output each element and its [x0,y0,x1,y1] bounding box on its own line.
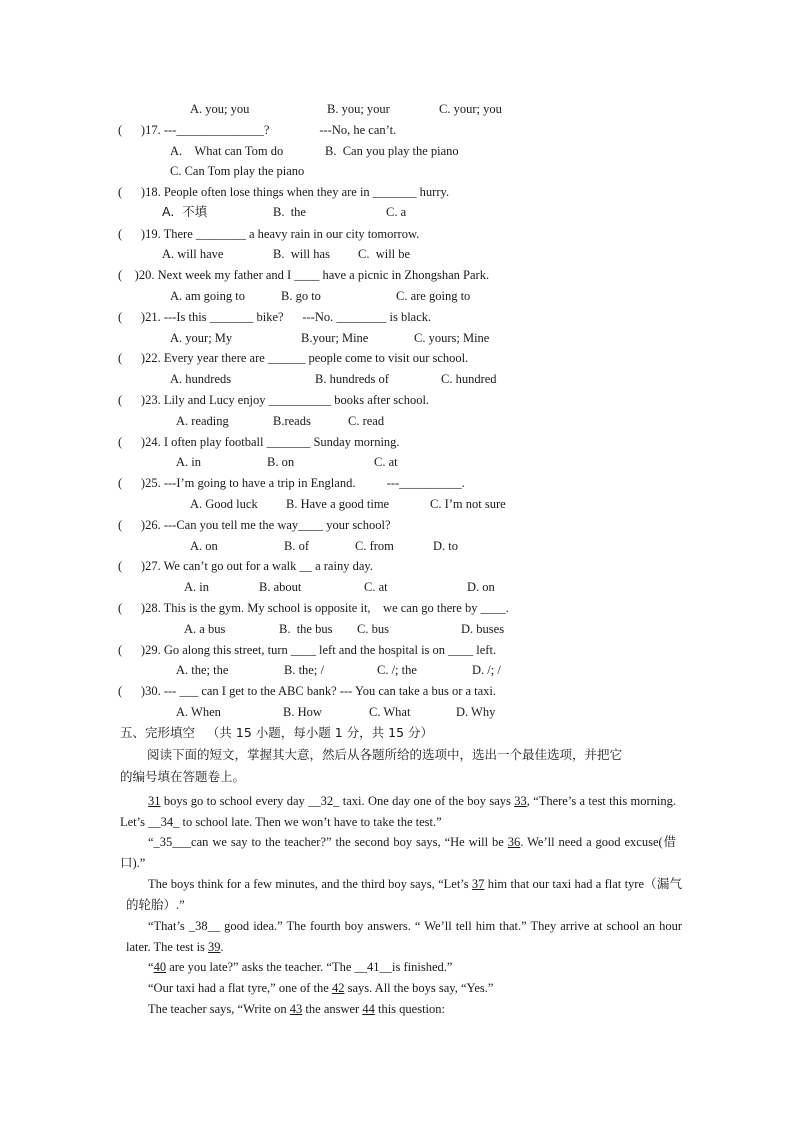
blank-31: 31 [148,794,161,808]
q26-option-b: B. of [284,539,309,553]
q28-option-d: D. buses [461,622,505,636]
q21-option-b: B.your; Mine [301,331,369,345]
question-27-stem: ( )27. We can’t go out for a walk __ a rainy day. [118,559,373,573]
blank-44: 44 [362,1002,375,1016]
question-19-stem: ( )19. There ________ a heavy rain in our city tomorrow. [118,227,420,241]
q25-option-c: C. I’m not sure [430,497,506,511]
q28-option-c: C. bus [357,622,389,636]
q26-option-a: A. on [190,539,218,553]
q28-option-b: B. the bus [279,622,333,636]
blank-43: 43 [289,1002,303,1016]
q16-option-c: C. your; you [439,102,502,116]
q24-option-b: B. on [267,455,295,469]
question-30-stem: ( )30. --- ___ can I get to the ABC bank? --- You can take a bus or a taxi. [118,684,497,698]
question-24-stem: ( )24. I often play football _______ Sunday morning. [118,435,400,449]
question-23-stem: ( )23. Lily and Lucy enjoy __________ books after school. [118,393,430,407]
q20-option-b: B. go to [281,289,321,303]
q27-option-a: A. in [184,580,209,594]
q23-option-c: C. read [348,414,385,428]
q18-option-a: A. 不填 [162,204,208,219]
q18-option-c: C. a [386,205,407,219]
passage-paragraph-3: The boys think for a few minutes, and the third boy says, “Let’s 37 him that our taxi had a flat tyre（漏气的轮胎）.” [126,877,682,912]
passage-paragraph-5: “40 are you late?” asks the teacher. “The __41__is finished.” [148,960,453,974]
q16-option-a: A. you; you [190,102,250,116]
q26-option-c: C. from [355,539,394,553]
blank-37: 37 [471,877,485,891]
section-5-instruction-line-2: 的编号填在答题卷上。 [120,769,246,784]
passage-paragraph-2: “_35___can we say to the teacher?” the second boy says, “He will be 36. We’ll need a good excuse(借口).” [120,835,676,870]
q23-option-b: B.reads [273,414,311,428]
q19-option-b: B. will has [273,247,330,261]
question-21-stem: ( )21. ---Is this _______ bike? ---No. ________ is black. [118,310,432,324]
blank-40: 40 [153,960,167,974]
blank-33: 33 [514,794,527,808]
blank-42: 42 [331,981,345,995]
q21-option-c: C. yours; Mine [414,331,490,345]
q27-option-b: B. about [259,580,302,594]
q25-option-b: B. Have a good time [286,497,390,511]
q29-option-b: B. the; / [284,663,324,677]
q29-option-a: A. the; the [176,663,229,677]
q16-option-b: B. you; your [327,102,390,116]
blank-39: 39 [208,939,221,954]
q23-option-a: A. reading [176,414,229,428]
q22-option-a: A. hundreds [170,372,232,386]
passage-paragraph-1: 31 boys go to school every day __32_ taxi. One day one of the boy says 33, “There’s a test this morning. Let’s __34_ to school late. Then we won’t have to take the test.” [120,794,677,829]
q17-option-b: B. Can you play the piano [325,144,459,158]
question-20-stem: ( )20. Next week my father and I ____ have a picnic in Zhongshan Park. [118,268,490,282]
q25-option-a: A. Good luck [190,497,258,511]
q20-option-c: C. are going to [396,289,471,303]
passage-paragraph-7: The teacher says, “Write on 43 the answer 44 this question: [148,1002,445,1016]
q27-option-c: C. at [364,580,388,594]
question-17-stem: ( )17. ---______________? ---No, he can’t. [118,123,397,137]
question-22-stem: ( )22. Every year there are ______ people come to visit our school. [118,351,469,365]
q28-option-a: A. a bus [184,622,226,636]
q30-option-c: C. What [369,705,411,719]
question-25-stem: ( )25. ---I’m going to have a trip in England. ---__________. [118,476,465,490]
q24-option-c: C. at [374,455,398,469]
q22-option-b: B. hundreds of [315,372,389,386]
q18-option-b: B. the [273,205,306,219]
q29-option-d: D. /; / [472,663,501,677]
blank-36: 36 [507,835,521,849]
q27-option-d: D. on [467,580,495,594]
q21-option-a: A. your; My [170,331,233,345]
q30-option-d: D. Why [456,705,496,719]
section-5-title: 五、完形填空 （共 15 小题，每小题 1 分，共 15 分） [120,725,434,740]
q30-option-a: A. When [176,705,221,719]
q19-option-a: A. will have [162,247,224,261]
question-18-stem: ( )18. People often lose things when they are in _______ hurry. [118,185,450,199]
q22-option-c: C. hundred [441,372,497,386]
q20-option-a: A. am going to [170,289,245,303]
q30-option-b: B. How [283,705,322,719]
q26-option-d: D. to [433,539,458,553]
q29-option-c: C. /; the [377,663,417,677]
question-26-stem: ( )26. ---Can you tell me the way____ your school? [118,518,391,532]
question-28-stem: ( )28. This is the gym. My school is opposite it, we can go there by ____. [118,601,509,615]
q17-option-a: A. What can Tom do [170,144,284,158]
question-29-stem: ( )29. Go along this street, turn ____ left and the hospital is on ____ left. [118,643,497,657]
q24-option-a: A. in [176,455,201,469]
passage-paragraph-6: “Our taxi had a flat tyre,” one of the 42 says. All the boys say, “Yes.” [148,981,494,995]
section-5-instruction-line-1: 阅读下面的短文，掌握其大意，然后从各题所给的选项中，选出一个最佳选项，并把它 [147,747,623,762]
passage-paragraph-4: “That’s _38__ good idea.” The fourth boy answers. “ We’ll tell him that.” They arrive at school an hour later. The test is 39. [126,919,682,954]
q17-option-c: C. Can Tom play the piano [170,164,305,178]
q19-option-c: C. will be [358,247,411,261]
